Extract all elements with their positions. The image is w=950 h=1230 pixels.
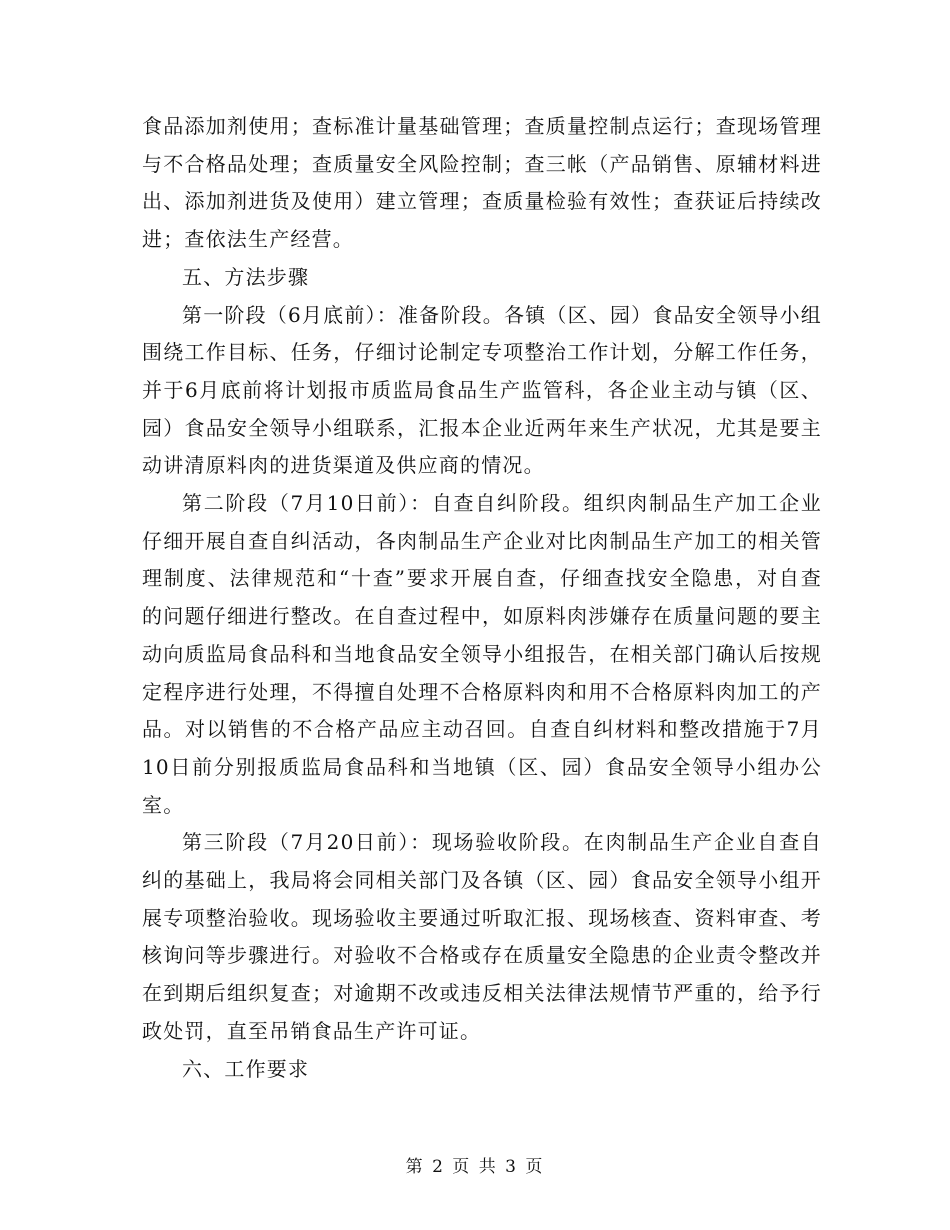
section-heading-methods: 五、方法步骤 xyxy=(182,264,310,289)
section-heading-requirements: 六、工作要求 xyxy=(182,1056,310,1081)
page-footer: 第 2 页 共 3 页 xyxy=(405,1157,545,1177)
paragraph-stage-two: 第二阶段（7月10日前）：自查自纠阶段。组织肉制品生产加工企业仔细开展自查自纠活动，各肉制品生产企业对比肉制品生产加工的相关管理制度、法律规范和“十查”要求开展自查，仔细查找安全隐患，对自查的问题仔细进行整改。在自查过程中，如原料肉涉嫌存在质量问题的要主动向质监局食品科和当地食品安全领导小组报告，在相关部门确认后按规定程序进行处理，不得擅自处理不合格原料肉和用不合格原料肉加工的产品。对以销售的不合格产品应主动召回。自查自纠材料和整改措施于7月10日前分别报质监局食品科和当地镇（区、园）食品安全领导小组办公室。 xyxy=(142,491,822,817)
paragraph-stage-one: 第一阶段（6月底前）：准备阶段。各镇（区、园）食品安全领导小组围绕工作目标、任务，仔细讨论制定专项整治工作计划，分解工作任务，并于6月底前将计划报市质监局食品生产监管科，各企业主动与镇（区、园）食品安全领导小组联系，汇报本企业近两年来生产状况，尤其是要主动讲清原料肉的进货渠道及供应商的情况。 xyxy=(142,302,822,478)
paragraph-inspection-items: 食品添加剂使用；查标准计量基础管理；查质量控制点运行；查现场管理与不合格品处理；查质量安全风险控制；查三帐（产品销售、原辅材料进出、添加剂进货及使用）建立管理；查质量检验有效性；查获证后持续改进；查依法生产经营。 xyxy=(142,114,822,252)
paragraph-stage-three: 第三阶段（7月20日前）：现场验收阶段。在肉制品生产企业自查自纠的基础上，我局将会同相关部门及各镇（区、园）食品安全领导小组开展专项整治验收。现场验收主要通过听取汇报、现场核查、资料审查、考核询问等步骤进行。对验收不合格或存在质量安全隐患的企业责令整改并在到期后组织复查；对逾期不改或违反相关法律法规情节严重的，给予行政处罚，直至吊销食品生产许可证。 xyxy=(142,830,822,1043)
document-body xyxy=(142,108,822,1088)
